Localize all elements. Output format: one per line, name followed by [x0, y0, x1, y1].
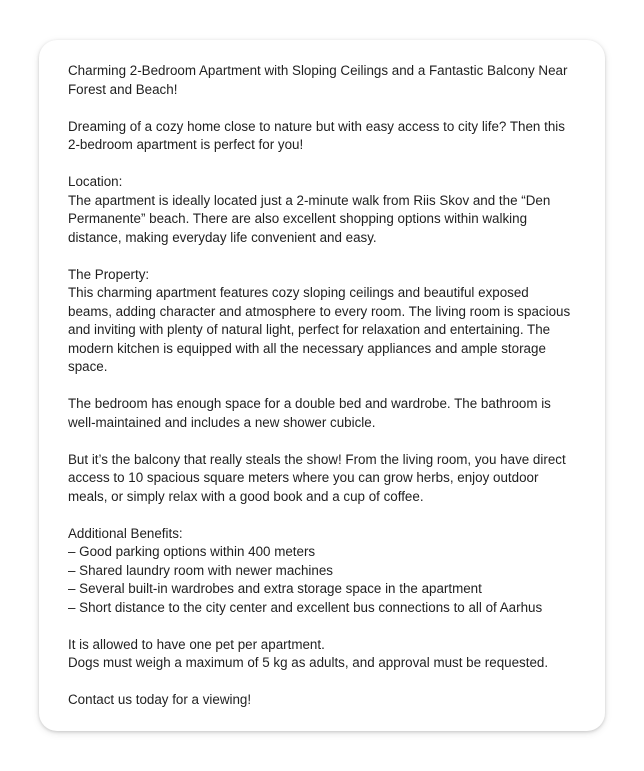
location-line: Permanente” beach. There are also excellent shopping options within walking [68, 211, 528, 226]
property-line: beams, adding character and atmosphere to every room. The living room is spacious [68, 303, 571, 319]
location-line: distance, making everyday life convenient and easy. [68, 229, 377, 245]
benefit-item: – Shared laundry room with newer machines [68, 562, 333, 578]
title-line: Forest and Beach! [68, 81, 178, 97]
property-line: space. [68, 359, 108, 374]
property-line: modern kitchen is equipped with all the necessary appliances and ample storage [68, 340, 546, 356]
pet-line: It is allowed to have one pet per apartment. [68, 636, 325, 652]
location-heading: Location: [68, 174, 123, 189]
balcony-line: meals, or simply relax with a good book and a cup of coffee. [68, 488, 424, 504]
balcony-line: But it’s the balcony that really steals the show! From the living room, you have direct [68, 451, 566, 467]
balcony-line: access to 10 spacious square meters where you can grow herbs, enjoy outdoor [68, 470, 539, 485]
property-section [68, 266, 579, 377]
pet-policy [68, 636, 579, 673]
benefit-item: – Good parking options within 400 meters [68, 544, 316, 559]
bedroom-paragraph [68, 395, 579, 432]
location-line: The apartment is ideally located just a 2-minute walk from Riis Skov and the “Den [68, 192, 551, 208]
intro-line: Dreaming of a cozy home close to nature but with easy access to city life? Then this [68, 118, 565, 134]
benefits-heading: Additional Benefits: [68, 525, 183, 541]
location-section [68, 173, 579, 247]
title-line: Charming 2-Bedroom Apartment with Sloping Ceilings and a Fantastic Balcony Near [68, 63, 568, 78]
listing-title [68, 62, 579, 99]
property-heading: The Property: [68, 266, 150, 282]
bedroom-line: well-maintained and includes a new shower cubicle. [68, 414, 376, 430]
benefits-section [68, 525, 579, 618]
listing-card [39, 40, 605, 731]
benefit-item: – Short distance to the city center and excellent bus connections to all of Aarhus [68, 599, 543, 615]
contact-text: Contact us today for a viewing! [68, 692, 252, 707]
benefit-item: – Several built-in wardrobes and extra storage space in the apartment [68, 581, 482, 596]
contact-line [68, 691, 579, 710]
intro-line: 2-bedroom apartment is perfect for you! [68, 137, 304, 152]
pet-line: Dogs must weigh a maximum of 5 kg as adults, and approval must be requested. [68, 655, 549, 670]
property-line: and inviting with plenty of natural light, perfect for relaxation and entertaining. The [68, 322, 551, 337]
intro-paragraph [68, 118, 579, 155]
bedroom-line: The bedroom has enough space for a double bed and wardrobe. The bathroom is [68, 396, 551, 411]
property-line: This charming apartment features cozy sloping ceilings and beautiful exposed [68, 285, 529, 300]
balcony-paragraph [68, 451, 579, 507]
